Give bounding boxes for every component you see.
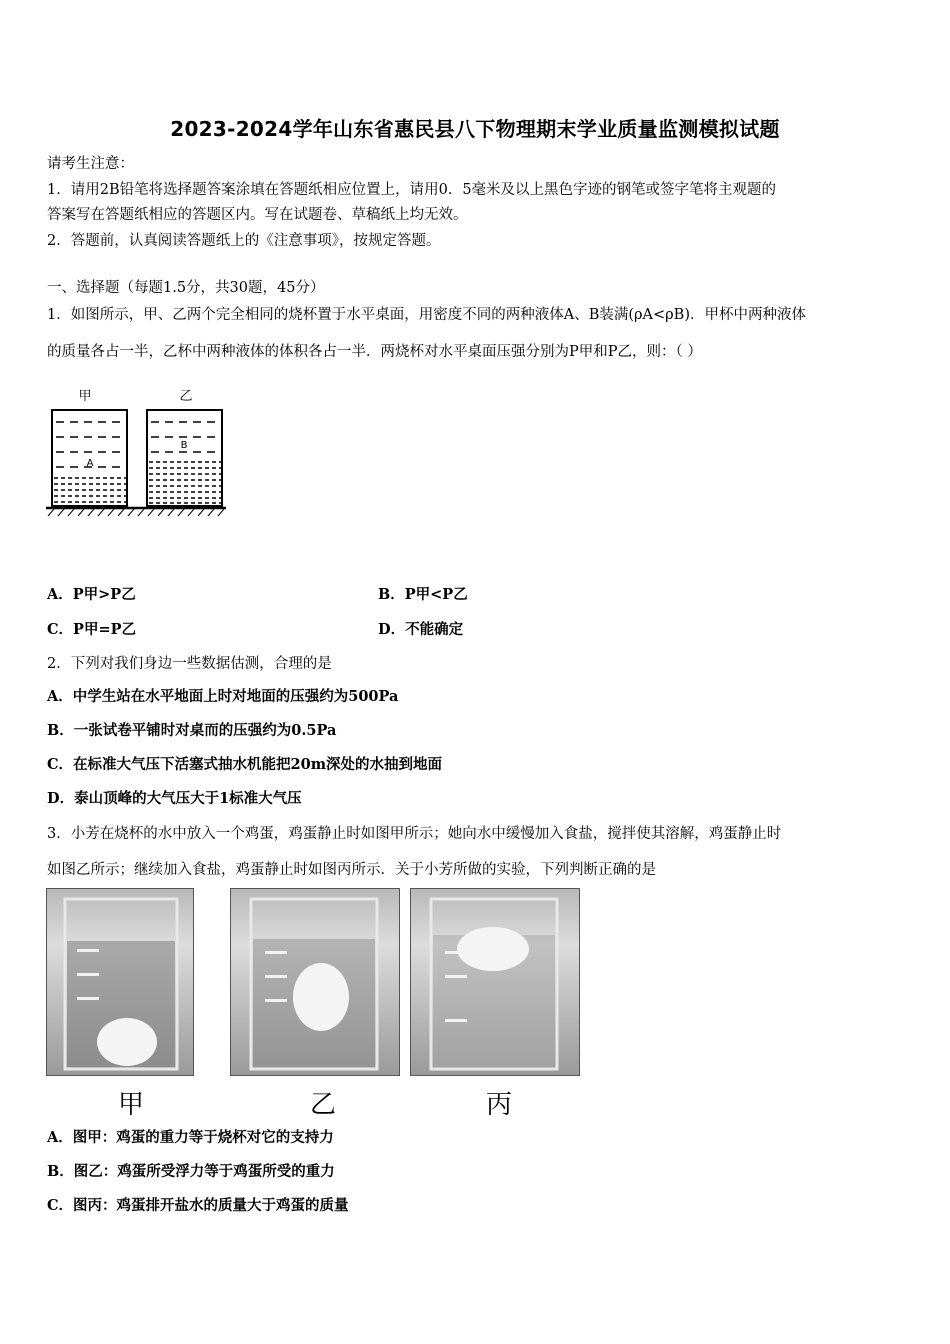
q1-option-a: A．P甲>P乙 (47, 586, 136, 603)
caption-yi: 乙 (310, 1090, 337, 1120)
q2-option-a: A．中学生站在水平地面上时对地面的压强约为500Pa (47, 688, 399, 705)
q1-stem-line2: 的质量各占一半，乙杯中两种液体的体积各占一半．两烧杯对水平桌面压强分别为P甲和P乙，则：（ ） (47, 344, 702, 360)
photo-yi (230, 888, 400, 1076)
notice-item-1a: 1．请用2B铅笔将选择题答案涂填在答题纸相应位置上，请用0．5毫米及以上黑色字迹的钢笔或签字笔将主观题的 (47, 182, 777, 198)
q3-option-a: A．图甲：鸡蛋的重力等于烧杯对它的支持力 (47, 1129, 334, 1146)
fig-label-yi: 乙 (179, 389, 193, 404)
q2-option-c: C．在标准大气压下活塞式抽水机能把20m深处的水抽到地面 (47, 756, 443, 773)
q3-option-c: C．图丙：鸡蛋排开盐水的质量大于鸡蛋的质量 (47, 1197, 349, 1214)
notice-item-1b: 答案写在答题纸相应的答题区内。写在试题卷、草稿纸上均无效。 (47, 207, 468, 223)
q1-option-b: B．P甲<P乙 (378, 586, 468, 603)
egg-jia (97, 1018, 157, 1066)
egg-bing (457, 927, 529, 971)
q1-stem-line1: 1．如图所示，甲、乙两个完全相同的烧杯置于水平桌面，用密度不同的两种液体A、B装满(ρA<ρB)．甲杯中两种液体 (47, 307, 806, 323)
caption-jia: 甲 (118, 1090, 145, 1120)
photo-bing (410, 888, 580, 1076)
notice-heading: 请考生注意： (47, 156, 134, 172)
q1-beaker-figure (44, 382, 244, 524)
caption-bing: 丙 (486, 1090, 513, 1120)
fig-label-jia: 甲 (78, 389, 92, 404)
q3-stem-line2: 如图乙所示；继续加入食盐，鸡蛋静止时如图丙所示．关于小芳所做的实验，下列判断正确的是 (47, 862, 656, 878)
q2-stem: 2．下列对我们身边一些数据估测，合理的是 (47, 656, 332, 672)
q1-option-d: D．不能确定 (378, 621, 464, 638)
fig-label-b: B (180, 440, 188, 451)
q2-option-b: B．一张试卷平铺时对桌而的压强约为0.5Pa (47, 722, 337, 739)
section-heading: 一、选择题（每题1.5分，共30题，45分） (47, 280, 325, 296)
q3-egg-photos (44, 888, 584, 1118)
photo-jia (46, 888, 194, 1076)
egg-yi (293, 963, 349, 1031)
page-title: 2023-2024学年山东省惠民县八下物理期末学业质量监测模拟试题 (170, 117, 780, 141)
q1-option-c: C．P甲=P乙 (47, 621, 136, 638)
fig-label-a: A (86, 458, 94, 469)
q3-stem-line1: 3．小芳在烧杯的水中放入一个鸡蛋，鸡蛋静止时如图甲所示；她向水中缓慢加入食盐，搅拌使其溶解，鸡蛋静止时 (47, 826, 782, 842)
q3-option-b: B．图乙：鸡蛋所受浮力等于鸡蛋所受的重力 (47, 1163, 335, 1180)
q2-option-d: D．泰山顶峰的大气压大于1标准大气压 (47, 790, 302, 807)
notice-item-2: 2．答题前，认真阅读答题纸上的《注意事项》，按规定答题。 (47, 233, 441, 249)
